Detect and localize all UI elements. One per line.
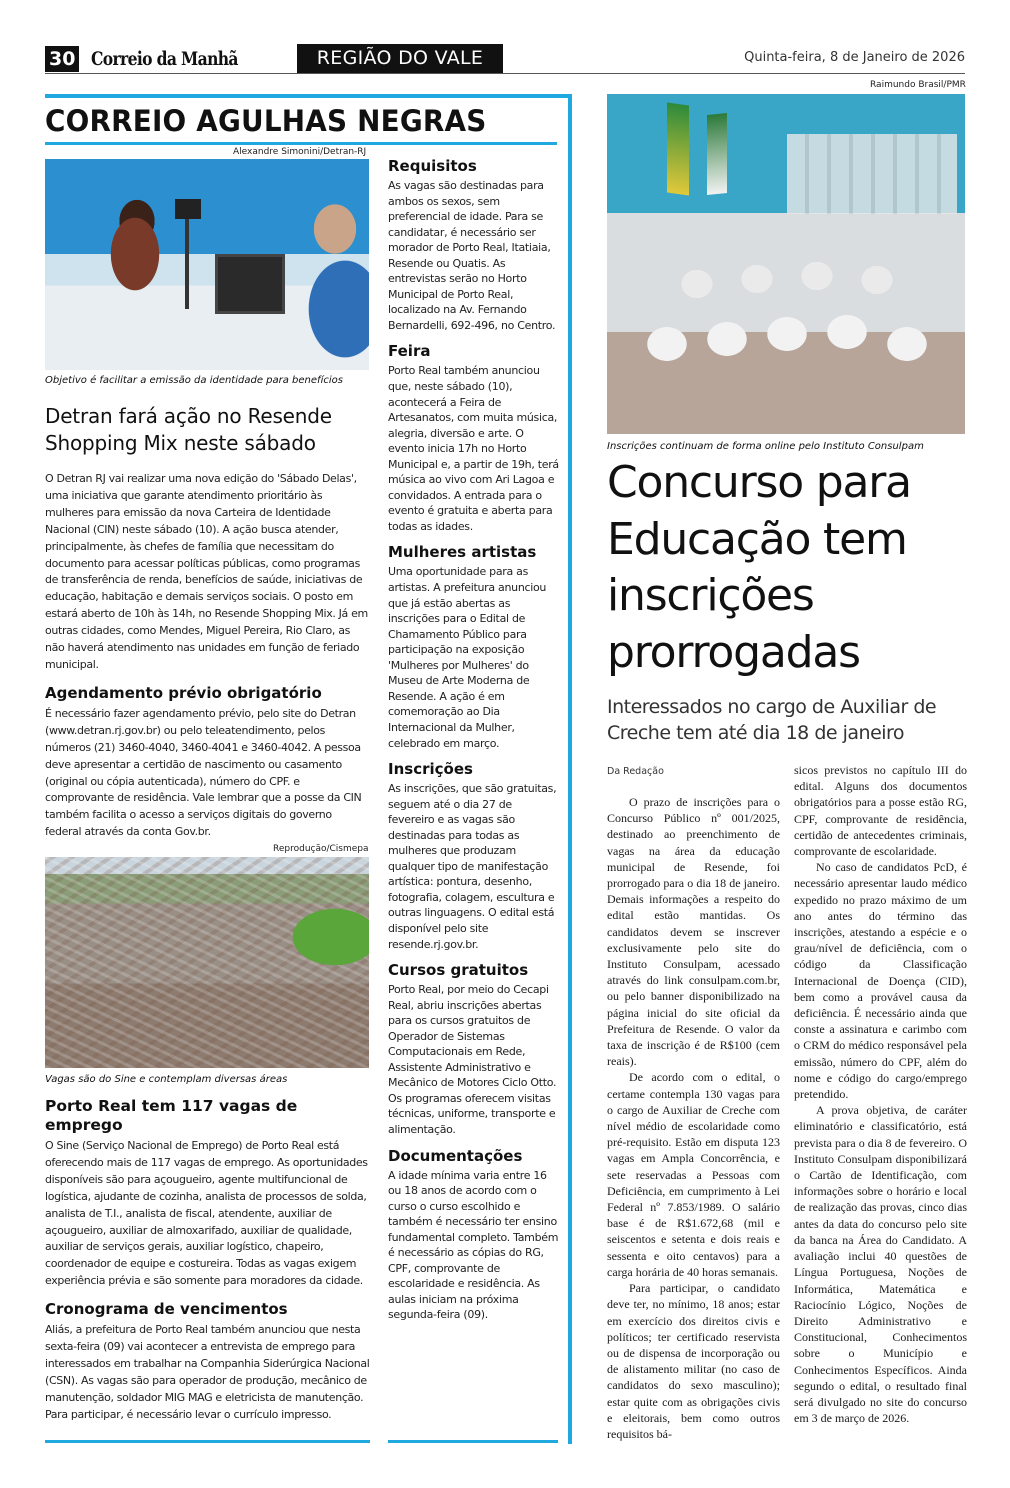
middle-column: [388, 157, 560, 1323]
photo1-caption: Objetivo é facilitar a emissão da identidade para benefícios: [45, 375, 343, 386]
section-body: A idade mínima varia entre 16 ou 18 anos de acordo com o curso o curso escolhido e também é necessário ter ensino fundamental completo. Também é necessário as cópias do RG, CPF, comprovante de escolaridade e residência. As aulas iniciam na próxima segunda-feira (09).: [388, 1168, 559, 1322]
article-body: Aliás, a prefeitura de Porto Real também anunciou que nesta sexta-feira (09) vai acontecer a entrevista de emprego para interessados em trabalhar na Companhia Siderúrgica Nacional (CSN). As vagas são para operador de produção, mecânico de manutenção, soldador MIG MAG e eletricista de manutenção. Para participar, é necessário levar o currículo impresso.: [45, 1323, 370, 1421]
section-feira: [388, 342, 560, 534]
photo3-caption: Inscrições continuam de forma online pelo Instituto Consulpam: [607, 441, 924, 452]
section-body: As inscrições, que são gratuitas, seguem até o dia 27 de fevereiro e as vagas são destinadas para todas as mulheres que produzam qualquer tipo de manifestação artística: pontura, desenho, fotografia, colagem, escultura e outras linguagens. O edital está disponível pelo site resende.rj.gov.br.: [388, 782, 557, 951]
section-mulheres-artistas: [388, 543, 560, 751]
paragraph: De acordo com o edital, o certame contempla 130 vagas para o cargo de Auxiliar de Creche com nível médio de escolaridade como pré-requisito. Estão em disputa 123 vagas em Ampla Concorrência, e sete reservadas a Pessoas com Deficiência, em cumprimento à Lei Federal nº 7.853/1989. O salário base é de R$1.672,68 (mil e seiscentos e setenta e dois reais e sessenta e oito centavos) para a carga horária de 40 horas semanais.: [607, 1070, 780, 1279]
main-article-column-1: [607, 794, 780, 1442]
box-bottom-rule-middle: [388, 1440, 558, 1443]
section-heading: Cursos gratuitos: [388, 961, 529, 980]
chairs-shape: [787, 134, 957, 214]
section-inscricoes: [388, 760, 560, 952]
newspaper-name: Correio da Manhã: [91, 48, 238, 70]
main-subheadline: Interessados no cargo de Auxiliar de Creche tem até dia 18 de janeiro: [607, 696, 937, 744]
box-bottom-rule-left: [45, 1440, 370, 1443]
paragraph: O prazo de inscrições para o Concurso Público nº 001/2025, destinado ao preenchimento de vagas na área da educação municipal de Resende, foi prorrogado para o dia 18 de janeiro. Demais informações a respeito do edital estão mantidas. Os candidatos devem se inscrever exclusivamente pelo site do Instituto Consulpam, acessado através do link consulpam.com.br, ou pelo banner disponibilizado na página inicial do site oficial da Prefeitura de Resende. O valor da taxa de inscrição é de R$100 (cem reais).: [607, 795, 780, 1069]
section-heading: Requisitos: [388, 157, 477, 175]
section-requisitos: [388, 157, 560, 333]
section-body: Uma oportunidade para as artistas. A prefeitura anunciou que já estão abertas as inscrições para o Edital de Chamamento Público para participação na exposição 'Mulheres por Mulheres' do Museu de Arte Moderna de Resende. A ação é em comemoração ao Dia Internacional da Mulher, celebrado em março.: [388, 565, 547, 750]
camera-shape: [175, 199, 201, 219]
byline: Da Redação: [607, 766, 664, 777]
photo1-credit: Alexandre Simonini/Detran-RJ: [233, 147, 367, 157]
photo2-caption: Vagas são do Sine e contemplam diversas áreas: [45, 1074, 288, 1085]
issue-date: Quinta-feira, 8 de Janeiro de 2026: [744, 50, 965, 65]
main-article-column-2: [794, 762, 967, 1426]
flag-shape: [667, 102, 689, 195]
section-heading: Mulheres artistas: [388, 543, 537, 562]
masthead: [45, 46, 965, 74]
section-documentacoes: [388, 1147, 560, 1323]
article-body: É necessário fazer agendamento prévio, pelo site do Detran (www.detran.rj.gov.br) ou pelo teleatendimento, pelos números (21) 3460-4040, 3460-4041 e 3460-4042. A pessoa deve apresentar a certidão de nascimento ou casamento (original ou cópia autenticada), número do CPF. e comprovante de residência. Vale lembrar que a posse da CIN também facilita o acesso a serviços digitais do governo federal através da conta Gov.br.: [45, 706, 362, 839]
page-number: 30: [45, 46, 79, 72]
article-subhead: Cronograma de vencimentos: [45, 1300, 288, 1319]
article-headline: Detran fará ação no Resende Shopping Mix neste sábado: [45, 404, 332, 455]
section-label: REGIÃO DO VALE: [297, 44, 503, 73]
box-top-border: [45, 94, 572, 98]
section-body: As vagas são destinadas para ambos os sexos, sem preferencial de idade. Para se candidatar, é necessário ser morador de Porto Real, Itatiaia, Resende ou Quatis. As entrevistas serão no Horto Municipal de Porto Real, localizado na Av. Fernando Bernardelli, 692-496, no Centro.: [388, 179, 556, 332]
paragraph: sicos previstos no capítulo III do edital. Alguns dos documentos obrigatórios para a posse estão RG, CPF, comprovante de residência, certidão de antecedentes criminais, comprovante de escolaridade.: [794, 763, 967, 859]
paragraph: Para participar, o candidato deve ter, no mínimo, 18 anos; estar em exercício dos direitos civis e políticos; ter certificado reservista ou de dispensa de incorporação ou de alistamento militar (no caso de candidatos do sexo masculino); estar quite com as obrigações civis e eleitorais, bem como outros requisitos bá-: [607, 1281, 780, 1441]
article-subhead: Agendamento prévio obrigatório: [45, 683, 322, 702]
section-body: Porto Real também anunciou que, neste sábado (10), acontecerá a Feira de Artesanatos, com muita música, alegria, diversão e arte. O evento inicia 17h no Horto Municipal e, a partir de 19h, terá música ao vivo com Ari Lagoa e convidados. A entrada para o evento é gratuita e aberta para todas as idades.: [388, 364, 559, 533]
photo3-credit: Raimundo Brasil/PMR: [870, 80, 966, 90]
section-cursos-gratuitos: [388, 961, 560, 1137]
aerial-city-photo: [45, 857, 369, 1068]
detran-photo: [45, 159, 369, 370]
children-classroom-photo: [607, 94, 965, 434]
article-body: O Detran RJ vai realizar uma nova edição do 'Sábado Delas', uma iniciativa que garante atendimento prioritário às mulheres para emissão da nova Carteira de Identidade Nacional (CIN) neste sábado (10). A ação busca atender, principalmente, às chefes de família que necessitam do documento para acessar políticas públicas, como programas de transferência de renda, benefícios de saúde, iniciativas de educação, habitação e demais serviços sociais. O posto em estará aberto de 10h às 14h, no Resende Shopping Mix. Já em outras cidades, como Mendes, Miguel Pereira, Rio Claro, as não haverá atendimento nas unidades em função de feriado municipal.: [45, 472, 368, 671]
monitor-shape: [215, 254, 285, 314]
flag-shape: [707, 113, 727, 195]
tripod-shape: [185, 219, 189, 309]
article-body: O Sine (Serviço Nacional de Emprego) de Porto Real está oferecendo mais de 117 vagas de emprego. As oportunidades disponíveis são para açougueiro, agente multifuncional de logística, ajudante de cozinha, analista de processos de solda, analista de T.I., analista de fiscal, atendente, auxiliar de açougueiro, auxiliar de almoxarifado, auxiliar de qualidade, auxiliar de serviços gerais, auxiliar logístico, chapeiro, coordenador de equipe e costureira. Todas as vagas exigem experiência prévia e são somente para moradores da cidade.: [45, 1139, 368, 1288]
section-heading: Inscrições: [388, 760, 473, 779]
article-headline: Porto Real tem 117 vagas de emprego: [45, 1097, 298, 1134]
paragraph: No caso de candidatos PcD, é necessário apresentar laudo médico expedido no prazo máximo de um ano antes do término das inscrições, atestando a espécie e o grau/nível de deficiência, com o código da Classificação Internacional de Doença (CID), bem como a provável causa da deficiência. É necessário ainda que conste a assinatura e carimbo com o CRM do médico responsável pela emissão, número do CPF, além do nome e código do cargo/emprego pretendido.: [794, 860, 967, 1102]
article-porto-real: [45, 1097, 370, 1424]
article-detran: [45, 403, 370, 841]
box-title: CORREIO AGULHAS NEGRAS: [45, 104, 487, 138]
photo2-credit: Reprodução/Cismepa: [273, 844, 369, 854]
box-title-rule: [45, 142, 557, 145]
section-heading: Feira: [388, 342, 431, 361]
main-headline: Concurso para Educação tem inscrições prorrogadas: [607, 457, 911, 678]
box-right-border: [568, 94, 572, 1444]
section-body: Porto Real, por meio do Cecapi Real, abriu inscrições abertas para os cursos gratuitos de Operador de Sistemas Computacionais em Rede, Assistente Administrativo e Mecânico de Motores Ciclo Otto. Os programas oferecem visitas técnicas, uniforme, transporte e alimentação.: [388, 983, 557, 1136]
paragraph: A prova objetiva, de caráter eliminatório e classificatório, está prevista para o dia 8 de fevereiro. O Instituto Consulpam disponibilizará o Cartão de Identificação, com informações sobre o horário e local de realização das provas, cinco dias antes da data do concurso pelo site da banca na Área do Candidato. A avaliação inclui 40 questões de Língua Portuguesa, Noções de Informática, Matemática e Raciocínio Lógico, Noções de Direito Administrativo e Constitucional, Conhecimentos sobre o Município e Conhecimentos Específicos. Ainda segundo o edital, o resultado final será divulgado no site do concurso em 3 de março de 2026.: [794, 1103, 967, 1426]
section-heading: Documentações: [388, 1146, 523, 1165]
